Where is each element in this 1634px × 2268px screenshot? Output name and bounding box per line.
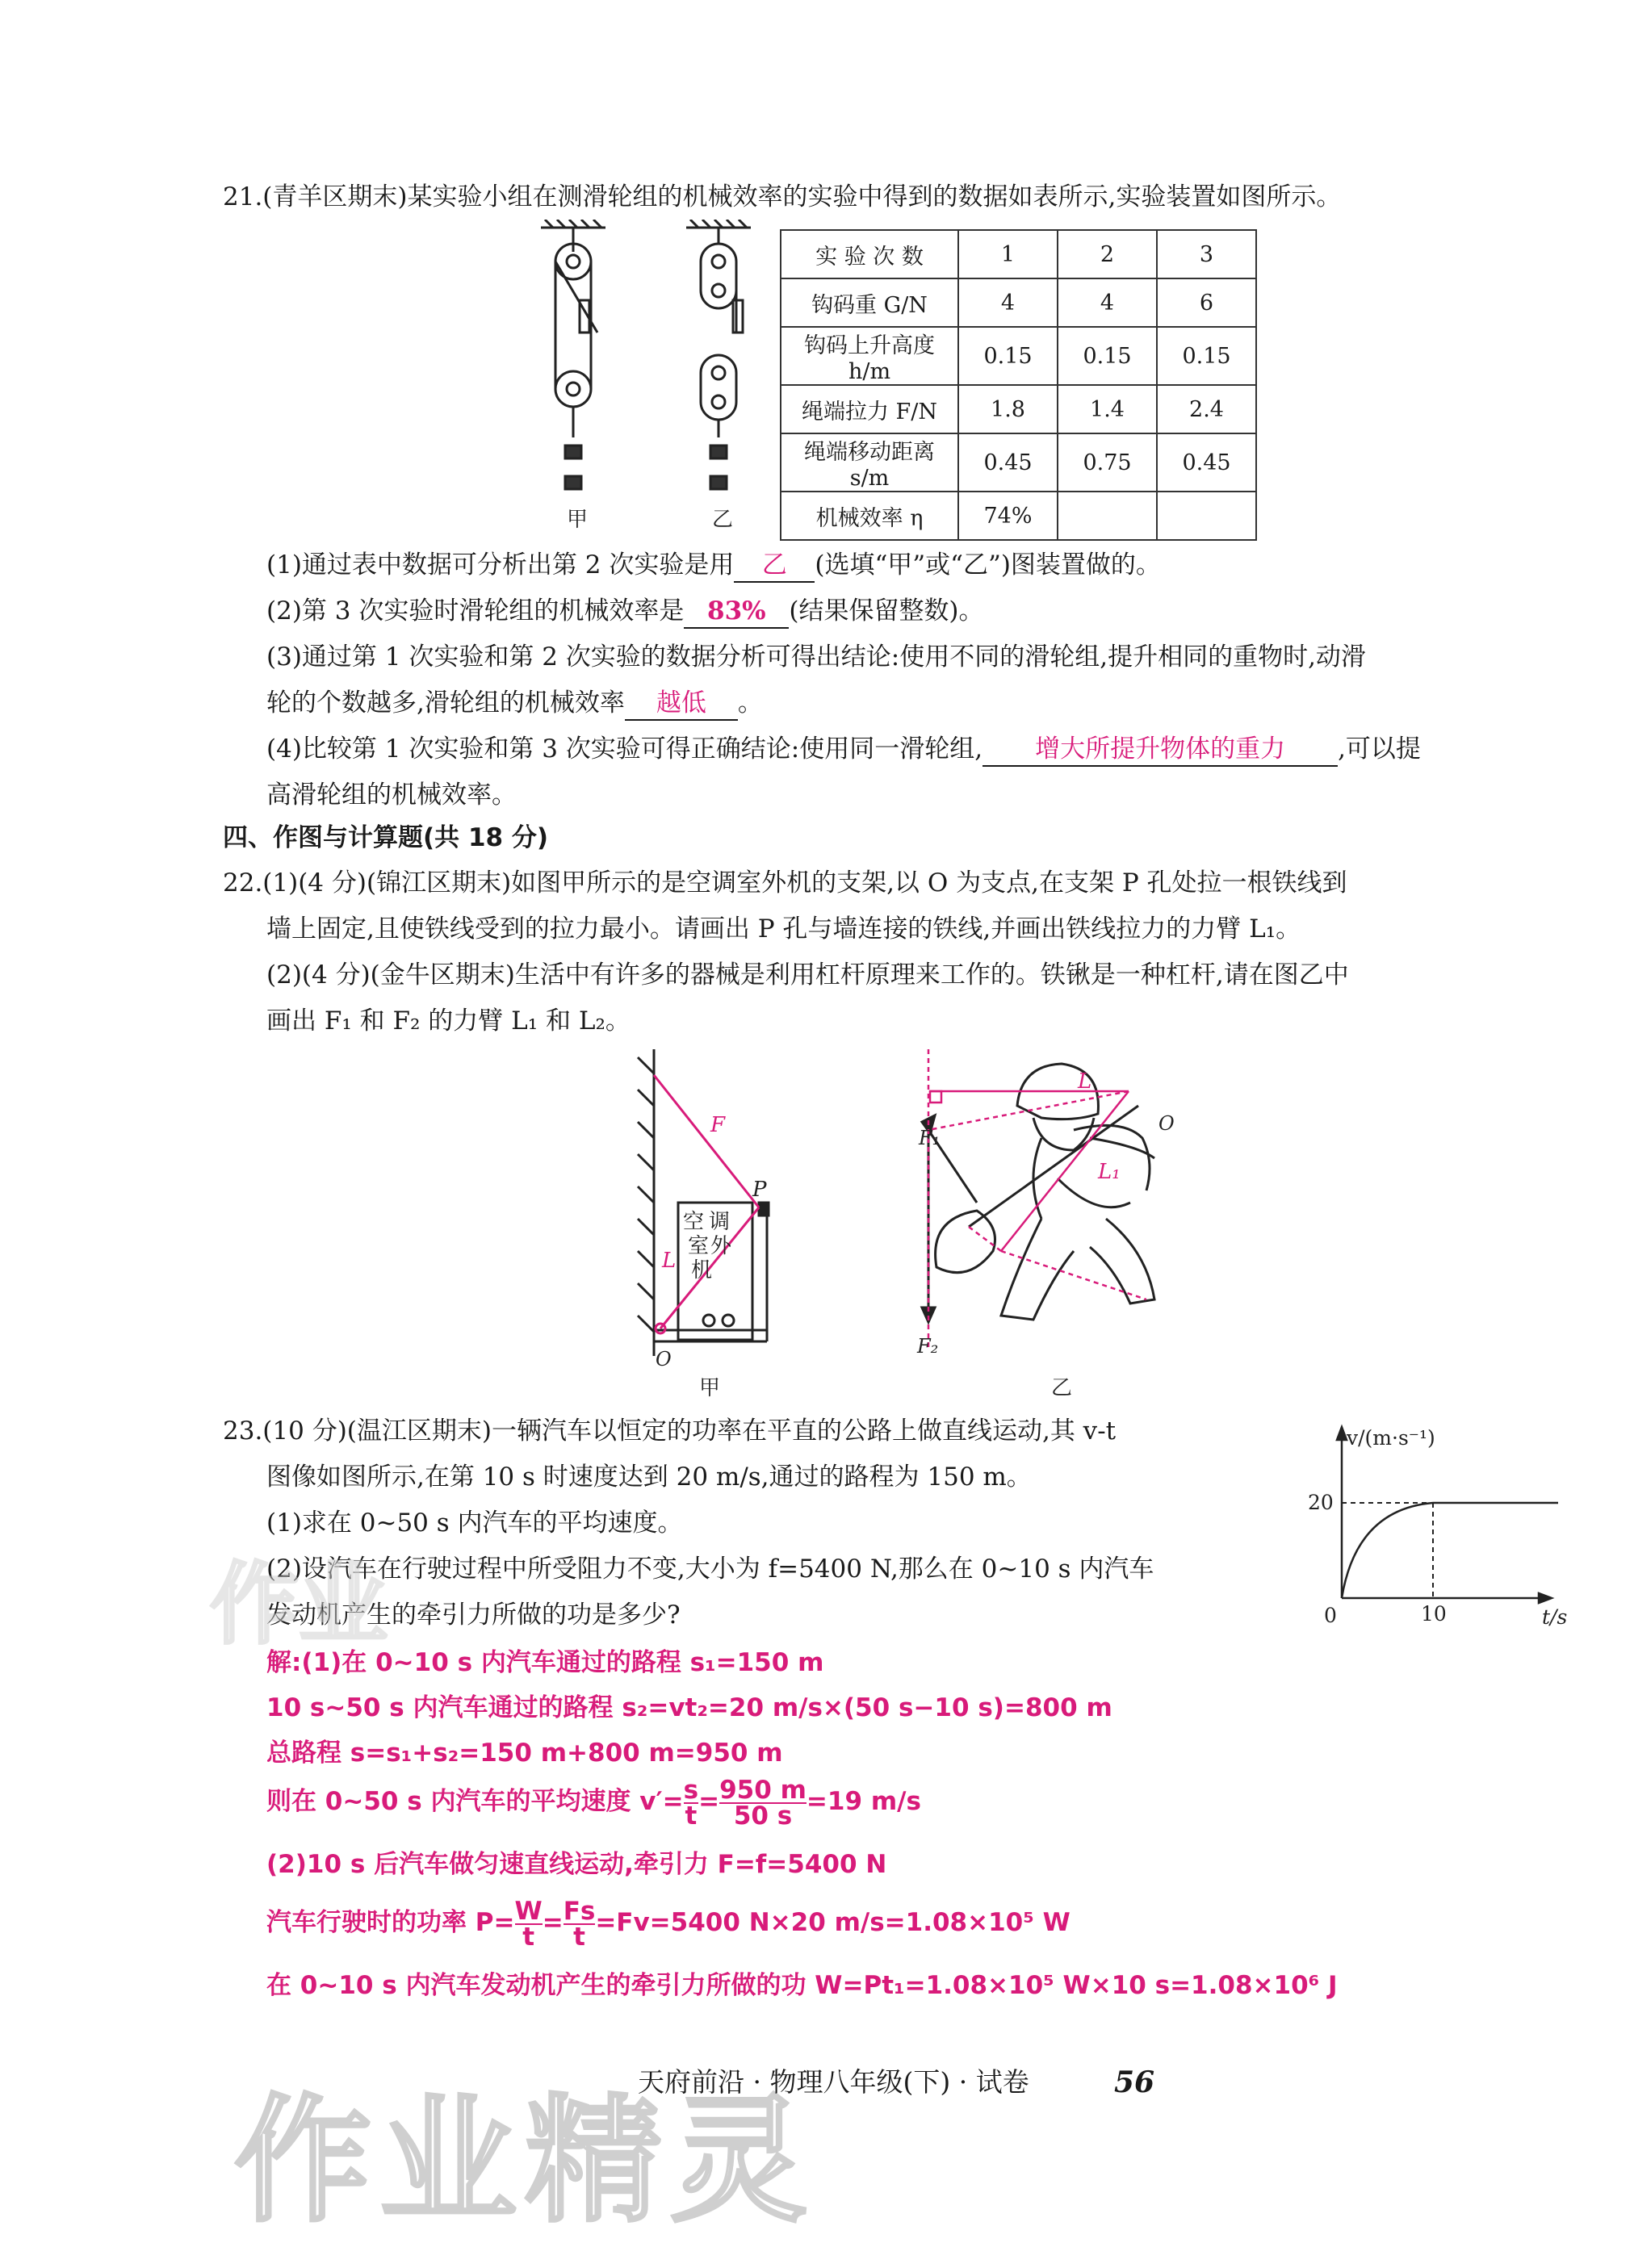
table-cell: 钩码上升高度 h/m bbox=[781, 327, 958, 385]
table-cell: 实 验 次 数 bbox=[781, 230, 958, 278]
solution-line4: 则在 0~50 s 内汽车的平均速度 v′= $\frac{s}{t}$ = $\frac{950 m}{50 s}$ =19 m/s bbox=[266, 1775, 921, 1831]
caption-jia: 甲 bbox=[699, 1376, 721, 1400]
q23-line4: (2)设汽车在行驶过程中所受阻力不变,大小为 f=5400 N,那么在 0~10 s 内汽车 bbox=[266, 1555, 1154, 1584]
watermark: 作业精灵 bbox=[234, 2082, 816, 2241]
table-cell: 6 bbox=[1157, 278, 1256, 327]
q22-line2: 墙上固定,且使铁线受到的拉力最小。请画出 P 孔与墙连接的铁线,并画出铁线拉力的力臂 L₁。 bbox=[266, 914, 1301, 944]
table-cell: 2 bbox=[1058, 230, 1157, 278]
caption-yi: 乙 bbox=[1051, 1376, 1073, 1400]
graph-ylabel: v/(m·s⁻¹) bbox=[1347, 1426, 1435, 1450]
table-cell: 1.8 bbox=[958, 385, 1058, 433]
graph-x10: 10 bbox=[1421, 1602, 1447, 1626]
ac-char: 机 bbox=[691, 1258, 713, 1283]
label-L: L bbox=[662, 1249, 677, 1273]
label-L2: L bbox=[1078, 1069, 1092, 1094]
solution-line6: 汽车行驶时的功率 P= $\frac{W}{t}$ = $\frac{Fs}{t}$ =Fv=5400 N×20 m/s=1.08×10⁵ W bbox=[266, 1896, 1070, 1952]
page-number: 56 bbox=[1114, 2065, 1155, 2099]
table-cell: 绳端移动距离 s/m bbox=[781, 433, 958, 492]
footer-text: 天府前沿 · 物理八年级(下) · 试卷 bbox=[638, 2066, 1029, 2098]
table-cell: 4 bbox=[1058, 278, 1157, 327]
table-cell: 钩码重 G/N bbox=[781, 278, 958, 327]
answer-blank: 越低 bbox=[625, 687, 738, 721]
label-O: O bbox=[1158, 1112, 1175, 1135]
table-cell: 0.45 bbox=[1157, 433, 1256, 492]
table-cell: 1 bbox=[958, 230, 1058, 278]
table-cell: 机械效率 η bbox=[781, 492, 958, 540]
solution-line2: 10 s~50 s 内汽车通过的路程 s₂=vt₂=20 m/s×(50 s−10 s)=800 m bbox=[266, 1693, 1112, 1722]
table-cell: 0.15 bbox=[1157, 327, 1256, 385]
q21-stem: 21.(青羊区期末)某实验小组在测滑轮组的机械效率的实验中得到的数据如表所示,实验装置如图所示。 bbox=[223, 182, 1342, 211]
table-cell: 3 bbox=[1157, 230, 1256, 278]
graph-xlabel: t/s bbox=[1542, 1605, 1568, 1629]
table-cell: 绳端拉力 F/N bbox=[781, 385, 958, 433]
ac-char: 室 bbox=[688, 1234, 710, 1258]
q22-line4: 画出 F₁ 和 F₂ 的力臂 L₁ 和 L₂。 bbox=[266, 1006, 631, 1036]
q23-line2: 图像如图所示,在第 10 s 时速度达到 20 m/s,通过的路程为 150 m。 bbox=[266, 1462, 1032, 1492]
table-cell: 2.4 bbox=[1157, 385, 1256, 433]
graph-origin: 0 bbox=[1324, 1604, 1337, 1627]
label-P: P bbox=[752, 1178, 767, 1202]
q21-part1: (1)通过表中数据可分析出第 2 次实验是用 乙 (选填“甲”或“乙”)图装置做的。 bbox=[266, 549, 1161, 583]
label-F1: F₁ bbox=[919, 1127, 941, 1149]
table-row bbox=[781, 230, 1256, 278]
answer-blank: 83% bbox=[684, 595, 789, 629]
label-F: F bbox=[710, 1113, 726, 1137]
graph-y20: 20 bbox=[1308, 1491, 1334, 1514]
solution-line5: (2)10 s 后汽车做匀速直线运动,牵引力 F=f=5400 N bbox=[266, 1850, 887, 1879]
solution-line7: 在 0~10 s 内汽车发动机产生的牵引力所做的功 W=Pt₁=1.08×10⁵ W×10 s=1.08×10⁶ J bbox=[266, 1971, 1338, 2000]
label-jia: 甲 bbox=[567, 508, 589, 532]
table-cell: 0.75 bbox=[1058, 433, 1157, 492]
table-cell: 0.15 bbox=[1058, 327, 1157, 385]
q23-line1: 23.(10 分)(温江区期末)一辆汽车以恒定的功率在平直的公路上做直线运动,其 v-t bbox=[223, 1416, 1117, 1446]
q21-part4a: (4)比较第 1 次实验和第 3 次实验可得正确结论:使用同一滑轮组, 增大所提升物体的重力 ,可以提 bbox=[266, 733, 1421, 767]
section-heading: 四、作图与计算题(共 18 分) bbox=[223, 823, 549, 852]
q21-part3a: (3)通过第 1 次实验和第 2 次实验的数据分析可得出结论:使用不同的滑轮组,提升相同的重物时,动滑 bbox=[266, 642, 1366, 672]
table-cell: 1.4 bbox=[1058, 385, 1157, 433]
figure-jia bbox=[614, 1041, 799, 1404]
ac-char: 空 bbox=[683, 1210, 705, 1234]
solution-line1: 解:(1)在 0~10 s 内汽车通过的路程 s₁=150 m bbox=[266, 1648, 824, 1677]
q22-line1: 22.(1)(4 分)(锦江区期末)如图甲所示的是空调室外机的支架,以 O 为支点,在支架 P 孔处拉一根铁线到 bbox=[223, 868, 1347, 898]
answer-blank: 乙 bbox=[734, 549, 815, 583]
pulley-figure bbox=[517, 220, 783, 534]
table-cell: 4 bbox=[958, 278, 1058, 327]
vt-graph bbox=[1300, 1412, 1598, 1638]
watermark: 作业 bbox=[210, 1553, 388, 1656]
solution-line3: 总路程 s=s₁+s₂=150 m+800 m=950 m bbox=[266, 1739, 783, 1768]
table-cell: 0.15 bbox=[958, 327, 1058, 385]
q21-part2: (2)第 3 次实验时滑轮组的机械效率是 83% (结果保留整数)。 bbox=[266, 595, 984, 629]
label-F2: F₂ bbox=[917, 1335, 939, 1358]
ac-char: 外 bbox=[710, 1234, 732, 1258]
table-cell: 74% bbox=[958, 492, 1058, 540]
figure-yi bbox=[912, 1041, 1179, 1404]
label-O: O bbox=[656, 1348, 672, 1370]
table-row bbox=[781, 492, 1256, 540]
table-row bbox=[781, 278, 1256, 327]
data-table bbox=[780, 229, 1257, 541]
table-cell bbox=[1157, 492, 1256, 540]
answer-blank: 增大所提升物体的重力 bbox=[982, 733, 1338, 767]
table-row bbox=[781, 385, 1256, 433]
table-cell: 0.45 bbox=[958, 433, 1058, 492]
label-L1: L₁ bbox=[1098, 1160, 1121, 1184]
table-row bbox=[781, 327, 1256, 385]
table-cell bbox=[1058, 492, 1157, 540]
q23-line3: (1)求在 0~50 s 内汽车的平均速度。 bbox=[266, 1509, 683, 1538]
q22-line3: (2)(4 分)(金牛区期末)生活中有许多的器械是利用杠杆原理来工作的。铁锹是一种杠杆,请在图乙中 bbox=[266, 960, 1349, 990]
label-yi: 乙 bbox=[712, 508, 734, 532]
q23-line5: 发动机产生的牵引力所做的功是多少? bbox=[266, 1601, 681, 1630]
ac-char: 调 bbox=[709, 1210, 731, 1234]
q21-part4b: 高滑轮组的机械效率。 bbox=[266, 780, 517, 810]
q21-part3b: 轮的个数越多,滑轮组的机械效率 越低 。 bbox=[266, 687, 763, 721]
table-row bbox=[781, 433, 1256, 492]
